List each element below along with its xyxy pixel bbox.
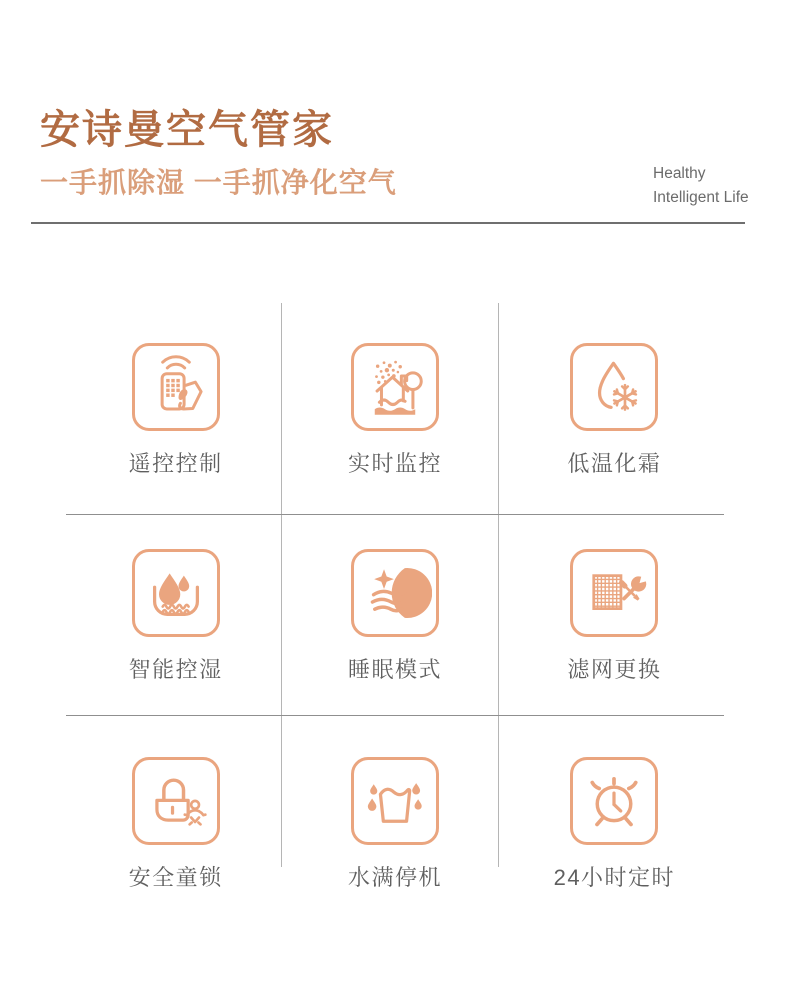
feature-grid <box>66 303 724 930</box>
tagline-line1: Healthy <box>653 165 706 182</box>
feature-label: 实时监控 <box>347 450 442 476</box>
feature-cell <box>66 715 285 930</box>
feature-cell <box>505 303 724 514</box>
page-title: 安诗曼空气管家 <box>40 108 334 152</box>
header-divider <box>31 222 745 224</box>
tagline <box>653 162 749 210</box>
feature-cell <box>285 303 504 514</box>
icon-box <box>570 757 658 845</box>
icon-box <box>132 343 220 431</box>
feature-label: 滤网更换 <box>567 656 662 682</box>
feature-cell <box>505 715 724 930</box>
feature-label: 24小时定时 <box>553 864 676 890</box>
icon-box <box>351 343 439 431</box>
alarm-clock-icon <box>577 764 651 838</box>
feature-label: 遥控控制 <box>128 450 223 476</box>
icon-box <box>351 757 439 845</box>
feature-label: 安全童锁 <box>128 864 223 890</box>
icon-box <box>570 549 658 637</box>
feature-cell <box>285 715 504 930</box>
remote-control-icon <box>139 350 213 424</box>
icon-box <box>132 757 220 845</box>
water-tank-icon <box>358 764 432 838</box>
filter-tools-icon <box>577 556 651 630</box>
moon-sleep-icon <box>358 556 432 630</box>
droplet-snowflake-icon <box>577 350 651 424</box>
feature-label: 睡眠模式 <box>347 656 442 682</box>
page-subtitle: 一手抓除湿 一手抓净化空气 <box>40 167 397 198</box>
feature-label: 水满停机 <box>347 864 442 890</box>
house-monitoring-icon <box>358 350 432 424</box>
tagline-line2: Intelligent Life <box>653 189 749 206</box>
feature-cell <box>505 514 724 715</box>
feature-label: 智能控湿 <box>128 656 223 682</box>
feature-cell <box>66 303 285 514</box>
icon-box <box>132 549 220 637</box>
child-lock-icon <box>139 764 213 838</box>
icon-box <box>351 549 439 637</box>
feature-label: 低温化霜 <box>567 450 662 476</box>
feature-cell <box>285 514 504 715</box>
feature-cell <box>66 514 285 715</box>
icon-box <box>570 343 658 431</box>
humidity-drops-icon <box>139 556 213 630</box>
